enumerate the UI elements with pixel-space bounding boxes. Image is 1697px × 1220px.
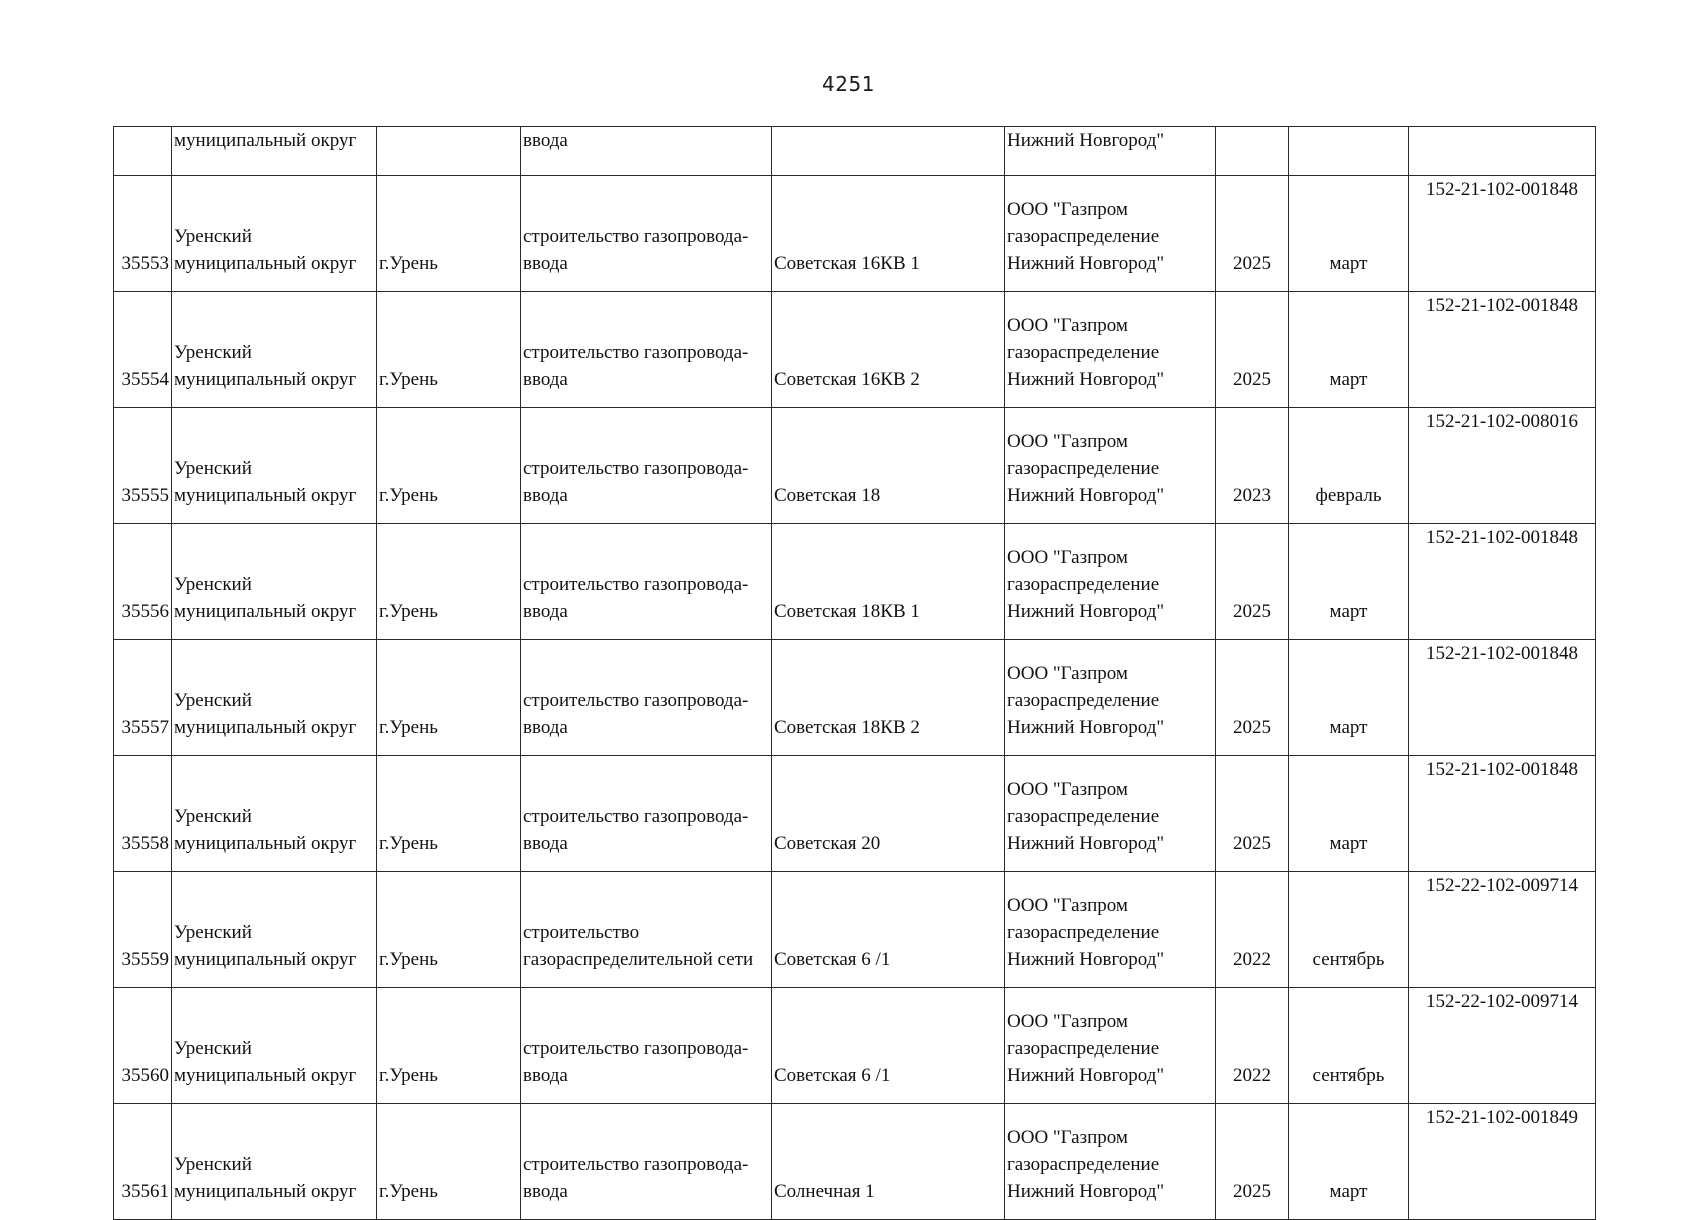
organization-line: Нижний Новгород"	[1007, 717, 1165, 738]
cell-address	[772, 292, 1005, 408]
cell-locality	[377, 524, 521, 640]
organization-line: Нижний Новгород"	[1007, 369, 1165, 390]
row-number: 35560	[121, 1065, 169, 1086]
district-line: Уренский	[174, 1038, 252, 1059]
work-type-line: газораспределительной сети	[523, 949, 754, 970]
cell-address	[772, 756, 1005, 872]
cell-code	[1409, 524, 1596, 640]
cell-year	[1216, 872, 1289, 988]
address: Советская 16КВ 1	[774, 253, 920, 274]
cell-locality	[377, 292, 521, 408]
object-code: 152-21-102-001848	[1426, 759, 1578, 780]
cell-address	[772, 176, 1005, 292]
month: март	[1329, 833, 1368, 854]
month: февраль	[1315, 485, 1382, 506]
organization-line: ООО "Газпром	[1007, 1127, 1128, 1148]
cell-organization	[1005, 1104, 1216, 1220]
cell-work-type	[521, 872, 772, 988]
cell-year	[1216, 524, 1289, 640]
cell-num	[114, 988, 172, 1104]
organization-line: газораспределение	[1007, 1154, 1160, 1175]
work-type-line: строительство газопровода-	[523, 1038, 749, 1059]
object-code: 152-22-102-009714	[1426, 875, 1578, 896]
district-line: Уренский	[174, 342, 252, 363]
district-line: муниципальный округ	[174, 253, 357, 274]
row-number: 35555	[121, 485, 169, 506]
cell-address	[772, 872, 1005, 988]
locality: г.Урень	[379, 717, 438, 738]
cell-num	[114, 1104, 172, 1220]
cell-district	[172, 988, 377, 1104]
cell-organization	[1005, 176, 1216, 292]
row-number: 35557	[121, 717, 169, 738]
work-type-line: ввода	[523, 601, 568, 622]
district-line: муниципальный округ	[174, 369, 357, 390]
organization-line: газораспределение	[1007, 1038, 1160, 1059]
cell-locality	[377, 872, 521, 988]
year: 2022	[1233, 1065, 1271, 1086]
gasification-register-table	[113, 126, 1596, 1220]
cell-year	[1216, 292, 1289, 408]
row-number: 35556	[121, 601, 169, 622]
year: 2022	[1233, 949, 1271, 970]
cell-year	[1216, 1104, 1289, 1220]
district-line: муниципальный округ	[174, 485, 357, 506]
cell-num	[114, 408, 172, 524]
work-type-line: строительство газопровода-	[523, 342, 749, 363]
district-line: муниципальный округ	[174, 833, 357, 854]
year: 2025	[1233, 253, 1271, 274]
cell-district	[172, 640, 377, 756]
cell-address	[772, 524, 1005, 640]
organization-line: ООО "Газпром	[1007, 779, 1128, 800]
month: сентябрь	[1312, 949, 1385, 970]
district-line: Уренский	[174, 574, 252, 595]
table-row	[114, 408, 1596, 524]
cell-district	[172, 756, 377, 872]
district-line: Уренский	[174, 458, 252, 479]
table-row	[114, 176, 1596, 292]
work-type-line: ввода	[523, 717, 568, 738]
cell-organization	[1005, 872, 1216, 988]
cell-code	[1409, 292, 1596, 408]
address: Советская 18	[774, 485, 881, 506]
cell-organization	[1005, 988, 1216, 1104]
organization-line: Нижний Новгород"	[1007, 949, 1165, 970]
cell-code	[1409, 872, 1596, 988]
table-row	[114, 640, 1596, 756]
cell-month	[1289, 872, 1409, 988]
cell-district: муниципальный округ	[172, 127, 377, 176]
cell-district	[172, 292, 377, 408]
cell-month	[1289, 1104, 1409, 1220]
organization-line: ООО "Газпром	[1007, 431, 1128, 452]
cell-organization	[1005, 640, 1216, 756]
row-number: 35558	[121, 833, 169, 854]
object-code: 152-21-102-008016	[1426, 411, 1578, 432]
work-type-line: строительство газопровода-	[523, 574, 749, 595]
cell-code	[1409, 176, 1596, 292]
work-type-line: строительство газопровода-	[523, 806, 749, 827]
address: Советская 18КВ 2	[774, 717, 920, 738]
cell-district	[172, 524, 377, 640]
cell-locality	[377, 408, 521, 524]
work-type-line: ввода	[523, 485, 568, 506]
cell-district	[172, 1104, 377, 1220]
cell-work-type	[521, 1104, 772, 1220]
cell-month	[1289, 756, 1409, 872]
locality: г.Урень	[379, 949, 438, 970]
work-type-line: строительство газопровода-	[523, 458, 749, 479]
cell-num	[114, 756, 172, 872]
cell-num	[114, 524, 172, 640]
cell-work-type	[521, 756, 772, 872]
organization-line: ООО "Газпром	[1007, 315, 1128, 336]
year: 2025	[1233, 717, 1271, 738]
object-code: 152-21-102-001848	[1426, 179, 1578, 200]
cell-work-type: ввода	[521, 127, 772, 176]
organization-line: ООО "Газпром	[1007, 895, 1128, 916]
cell-district	[172, 872, 377, 988]
work-type-line: строительство газопровода-	[523, 690, 749, 711]
object-code: 152-21-102-001849	[1426, 1107, 1578, 1128]
cell-month	[1289, 176, 1409, 292]
organization-line: ООО "Газпром	[1007, 663, 1128, 684]
work-type-line: ввода	[523, 369, 568, 390]
locality: г.Урень	[379, 485, 438, 506]
address: Советская 18КВ 1	[774, 601, 920, 622]
work-type-line: ввода	[523, 1181, 568, 1202]
cell-organization	[1005, 408, 1216, 524]
organization-line: Нижний Новгород"	[1007, 485, 1165, 506]
month: март	[1329, 601, 1368, 622]
continuation-row	[114, 127, 1596, 176]
row-number: 35561	[121, 1181, 169, 1202]
cell-locality	[377, 988, 521, 1104]
locality: г.Урень	[379, 1181, 438, 1202]
cell-year	[1216, 176, 1289, 292]
locality: г.Урень	[379, 253, 438, 274]
table-row	[114, 872, 1596, 988]
cell-month	[1289, 988, 1409, 1104]
district-line: Уренский	[174, 922, 252, 943]
organization-line: газораспределение	[1007, 458, 1160, 479]
cell-month	[1289, 292, 1409, 408]
cell-locality	[377, 756, 521, 872]
organization-line: Нижний Новгород"	[1007, 1065, 1165, 1086]
cell-year	[1216, 756, 1289, 872]
month: сентябрь	[1312, 1065, 1385, 1086]
table-row	[114, 292, 1596, 408]
cell-work-type	[521, 408, 772, 524]
table-row	[114, 756, 1596, 872]
month: март	[1329, 717, 1368, 738]
object-code: 152-22-102-009714	[1426, 991, 1578, 1012]
cell-year	[1216, 640, 1289, 756]
work-type-line: строительство газопровода-	[523, 226, 749, 247]
cell-work-type	[521, 292, 772, 408]
cell-address	[772, 640, 1005, 756]
cell-month	[1289, 524, 1409, 640]
year: 2025	[1233, 601, 1271, 622]
organization-line: Нижний Новгород"	[1007, 833, 1165, 854]
district-line: муниципальный округ	[174, 1065, 357, 1086]
row-number: 35554	[121, 369, 169, 390]
cell-address	[772, 988, 1005, 1104]
locality: г.Урень	[379, 1065, 438, 1086]
organization-line: ООО "Газпром	[1007, 547, 1128, 568]
cell-code	[1409, 408, 1596, 524]
work-type-line: строительство	[523, 922, 640, 943]
address: Советская 6 /1	[774, 1065, 891, 1086]
locality: г.Урень	[379, 369, 438, 390]
row-number: 35559	[121, 949, 169, 970]
work-type-line: ввода	[523, 833, 568, 854]
organization-line: газораспределение	[1007, 342, 1160, 363]
cell-work-type	[521, 988, 772, 1104]
cell-code	[1409, 756, 1596, 872]
organization-line: Нижний Новгород"	[1007, 253, 1165, 274]
year: 2025	[1233, 833, 1271, 854]
district-line: Уренский	[174, 1154, 252, 1175]
organization-line: ООО "Газпром	[1007, 199, 1128, 220]
month: март	[1329, 253, 1368, 274]
cell-organization	[1005, 524, 1216, 640]
work-type-line: ввода	[523, 1065, 568, 1086]
address: Советская 6 /1	[774, 949, 891, 970]
table-row	[114, 1104, 1596, 1220]
locality: г.Урень	[379, 601, 438, 622]
district-line: Уренский	[174, 690, 252, 711]
organization-line: газораспределение	[1007, 922, 1160, 943]
cell-year	[1216, 988, 1289, 1104]
table-row	[114, 988, 1596, 1104]
district-line: Уренский	[174, 226, 252, 247]
district-line: муниципальный округ	[174, 949, 357, 970]
year: 2025	[1233, 369, 1271, 390]
cell-code	[1409, 988, 1596, 1104]
table-row	[114, 524, 1596, 640]
address: Солнечная 1	[774, 1181, 875, 1202]
cell-code	[1409, 1104, 1596, 1220]
cell-address	[772, 127, 1005, 176]
cell-work-type	[521, 640, 772, 756]
object-code: 152-21-102-001848	[1426, 295, 1578, 316]
table-body	[114, 127, 1596, 1220]
cell-address	[772, 1104, 1005, 1220]
work-type-line: ввода	[523, 253, 568, 274]
work-type-line: строительство газопровода-	[523, 1154, 749, 1175]
locality: г.Урень	[379, 833, 438, 854]
cell-organization	[1005, 292, 1216, 408]
cell-district	[172, 408, 377, 524]
cell-organization: Нижний Новгород"	[1005, 127, 1216, 176]
object-code: 152-21-102-001848	[1426, 643, 1578, 664]
district-line: Уренский	[174, 806, 252, 827]
organization-line: газораспределение	[1007, 690, 1160, 711]
cell-num	[114, 176, 172, 292]
cell-code	[1409, 640, 1596, 756]
organization-line: Нижний Новгород"	[1007, 601, 1165, 622]
month: март	[1329, 369, 1368, 390]
district-line: муниципальный округ	[174, 1181, 357, 1202]
cell-num	[114, 292, 172, 408]
address: Советская 20	[774, 833, 881, 854]
address: Советская 16КВ 2	[774, 369, 920, 390]
row-number: 35553	[121, 253, 169, 274]
page-number: 4251	[822, 72, 875, 96]
organization-line: ООО "Газпром	[1007, 1011, 1128, 1032]
year: 2025	[1233, 1181, 1271, 1202]
organization-line: газораспределение	[1007, 226, 1160, 247]
district-line: муниципальный округ	[174, 717, 357, 738]
cell-month	[1289, 408, 1409, 524]
cell-organization	[1005, 756, 1216, 872]
cell-num	[114, 127, 172, 176]
cell-work-type	[521, 176, 772, 292]
cell-num	[114, 872, 172, 988]
district-line: муниципальный округ	[174, 601, 357, 622]
cell-num	[114, 640, 172, 756]
cell-year	[1216, 127, 1289, 176]
cell-district	[172, 176, 377, 292]
organization-line: газораспределение	[1007, 574, 1160, 595]
month: март	[1329, 1181, 1368, 1202]
cell-code	[1409, 127, 1596, 176]
organization-line: газораспределение	[1007, 806, 1160, 827]
cell-locality	[377, 640, 521, 756]
cell-month	[1289, 127, 1409, 176]
cell-month	[1289, 640, 1409, 756]
cell-work-type	[521, 524, 772, 640]
cell-locality	[377, 176, 521, 292]
organization-line: Нижний Новгород"	[1007, 1181, 1165, 1202]
cell-address	[772, 408, 1005, 524]
cell-locality	[377, 127, 521, 176]
year: 2023	[1233, 485, 1271, 506]
object-code: 152-21-102-001848	[1426, 527, 1578, 548]
cell-locality	[377, 1104, 521, 1220]
cell-year	[1216, 408, 1289, 524]
